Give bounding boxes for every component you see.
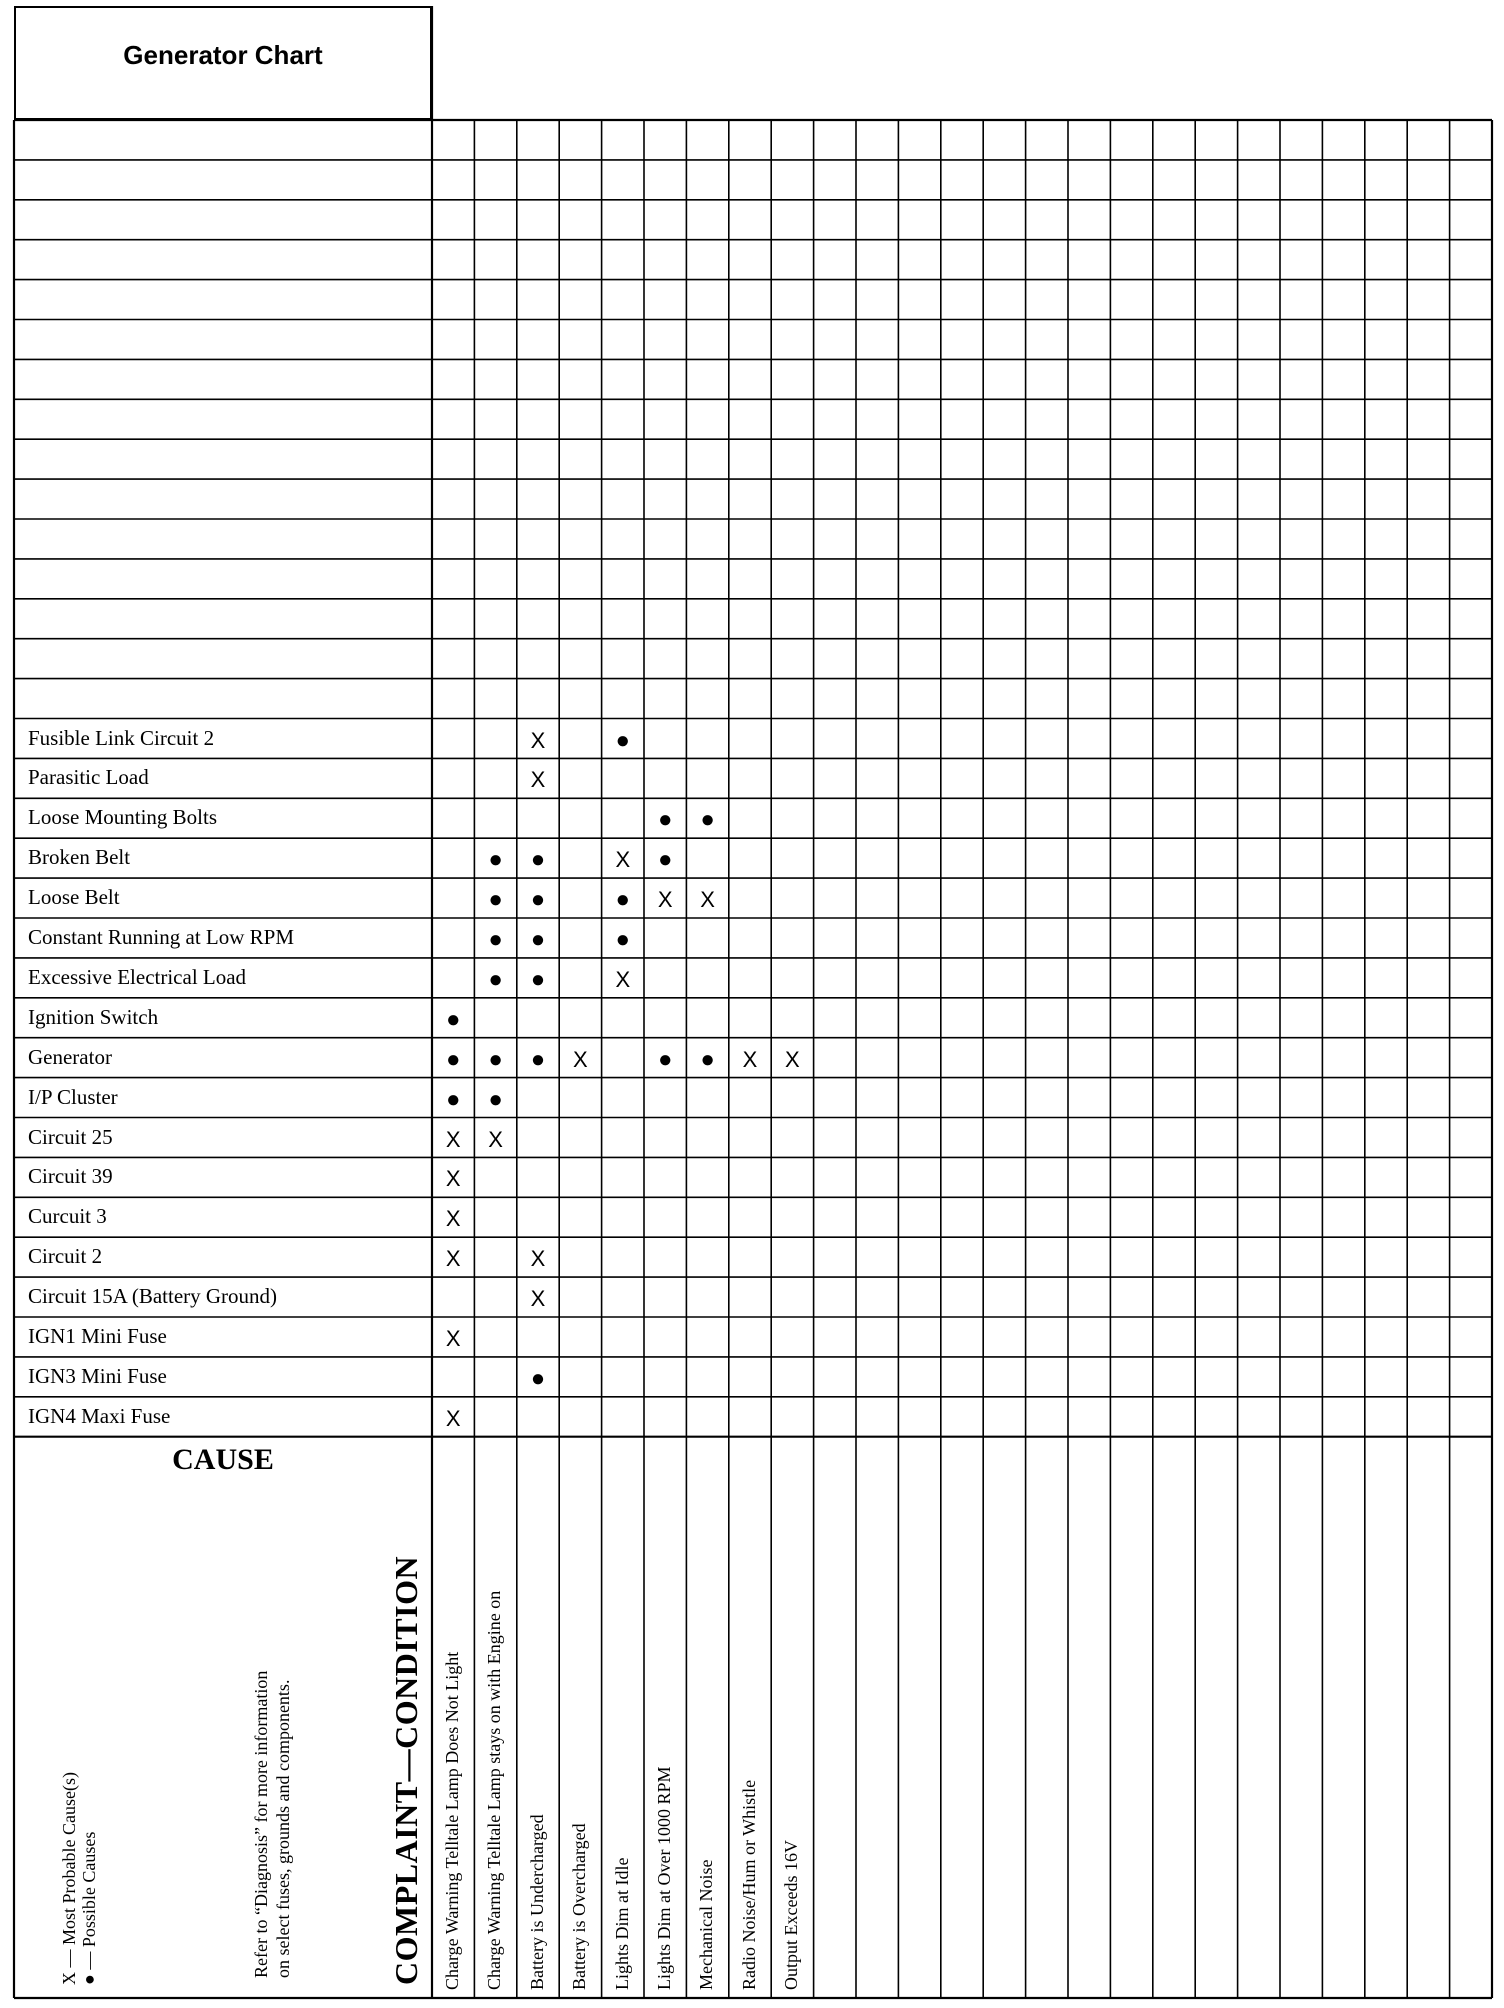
cause-label: I/P Cluster <box>28 1084 118 1109</box>
most-probable-mark: X <box>700 887 715 913</box>
cause-label: Curcuit 3 <box>28 1204 107 1229</box>
most-probable-mark: X <box>657 887 673 913</box>
possible-cause-mark: ● <box>530 966 546 993</box>
legend-possible: ● — Possible Causes <box>79 1831 99 1985</box>
cause-heading: CAUSE <box>172 1443 274 1476</box>
condition-header: Radio Noise/Hum or Whistle <box>738 1779 759 1990</box>
possible-cause-mark: ● <box>657 1046 673 1073</box>
chart-title: Generator Chart <box>14 6 432 120</box>
condition-header: Lights Dim at Over 1000 RPM <box>654 1766 674 1990</box>
cause-label: Circuit 2 <box>28 1244 103 1269</box>
possible-cause-mark: ● <box>657 807 673 834</box>
cause-label: Broken Belt <box>28 845 131 870</box>
possible-cause-mark: ● <box>488 966 503 993</box>
most-probable-mark: X <box>573 1046 588 1072</box>
info-note-line1: Refer to “Diagnosis” for more information <box>251 1670 271 1978</box>
cause-label: IGN4 Maxi Fuse <box>28 1403 171 1428</box>
possible-cause-mark: ● <box>488 1046 503 1073</box>
cause-label: Ignition Switch <box>28 1004 159 1029</box>
cause-label: Fusible Link Circuit 2 <box>28 725 215 750</box>
cause-label: Loose Belt <box>28 885 120 910</box>
possible-cause-mark: ● <box>615 887 631 914</box>
most-probable-mark: X <box>530 1286 546 1312</box>
most-probable-mark: X <box>445 1405 461 1431</box>
most-probable-mark: X <box>530 767 546 793</box>
most-probable-mark: X <box>742 1046 758 1072</box>
most-probable-mark: X <box>445 1166 461 1192</box>
cause-label: Parasitic Load <box>28 765 149 790</box>
most-probable-mark: X <box>445 1326 461 1351</box>
condition-header: Mechanical Noise <box>696 1859 717 1990</box>
most-probable-mark: X <box>530 727 546 753</box>
most-probable-mark: X <box>445 1206 461 1232</box>
condition-header: Lights Dim at Idle <box>611 1857 632 1990</box>
condition-header: Battery is Overcharged <box>569 1823 590 1990</box>
possible-cause-mark: ● <box>700 807 715 834</box>
condition-header: Charge Warning Telltale Lamp Does Not Light <box>442 1651 462 1990</box>
cause-label: Circuit 15A (Battery Ground) <box>28 1284 278 1309</box>
cause-label: Excessive Electrical Load <box>28 964 247 989</box>
possible-cause-mark: ● <box>657 847 673 874</box>
cause-label: Circuit 25 <box>28 1124 113 1149</box>
info-note-line2: on select fuses, grounds and components. <box>273 1679 293 1978</box>
possible-cause-mark: ● <box>488 927 503 953</box>
possible-cause-mark: ● <box>445 1006 461 1033</box>
possible-cause-mark: ● <box>530 1046 546 1073</box>
legend-most-probable: X — Most Probable Cause(s) <box>59 1772 79 1985</box>
cause-label: IGN3 Mini Fuse <box>28 1363 167 1388</box>
complaint-condition-heading: COMPLAINT—CONDITION <box>388 1555 424 1985</box>
possible-cause-mark: ● <box>488 1086 503 1113</box>
possible-cause-mark: ● <box>530 927 546 953</box>
most-probable-mark: X <box>530 1246 546 1272</box>
condition-header: Output Exceeds 16V <box>781 1840 802 1990</box>
cause-label: Constant Running at Low RPM <box>28 925 295 949</box>
cause-label: Generator <box>28 1044 112 1069</box>
most-probable-mark: X <box>615 847 631 873</box>
most-probable-mark: X <box>785 1046 800 1072</box>
possible-cause-mark: ● <box>530 1365 546 1392</box>
cause-label: Circuit 39 <box>28 1164 113 1189</box>
cause-label: Loose Mounting Bolts <box>28 805 218 830</box>
condition-header: Battery is Undercharged <box>526 1814 547 1990</box>
possible-cause-mark: ● <box>615 927 631 953</box>
possible-cause-mark: ● <box>445 1086 461 1113</box>
most-probable-mark: X <box>445 1126 461 1152</box>
cause-label: IGN1 Mini Fuse <box>28 1324 167 1348</box>
possible-cause-mark: ● <box>488 887 503 914</box>
possible-cause-mark: ● <box>530 847 546 874</box>
possible-cause-mark: ● <box>615 727 631 754</box>
possible-cause-mark: ● <box>488 847 503 874</box>
most-probable-mark: X <box>488 1126 503 1152</box>
possible-cause-mark: ● <box>700 1046 715 1073</box>
most-probable-mark: X <box>445 1246 461 1272</box>
condition-header: Charge Warning Telltale Lamp stays on with Engine on <box>484 1590 505 1990</box>
most-probable-mark: X <box>615 966 631 992</box>
possible-cause-mark: ● <box>530 887 546 914</box>
possible-cause-mark: ● <box>445 1046 461 1073</box>
